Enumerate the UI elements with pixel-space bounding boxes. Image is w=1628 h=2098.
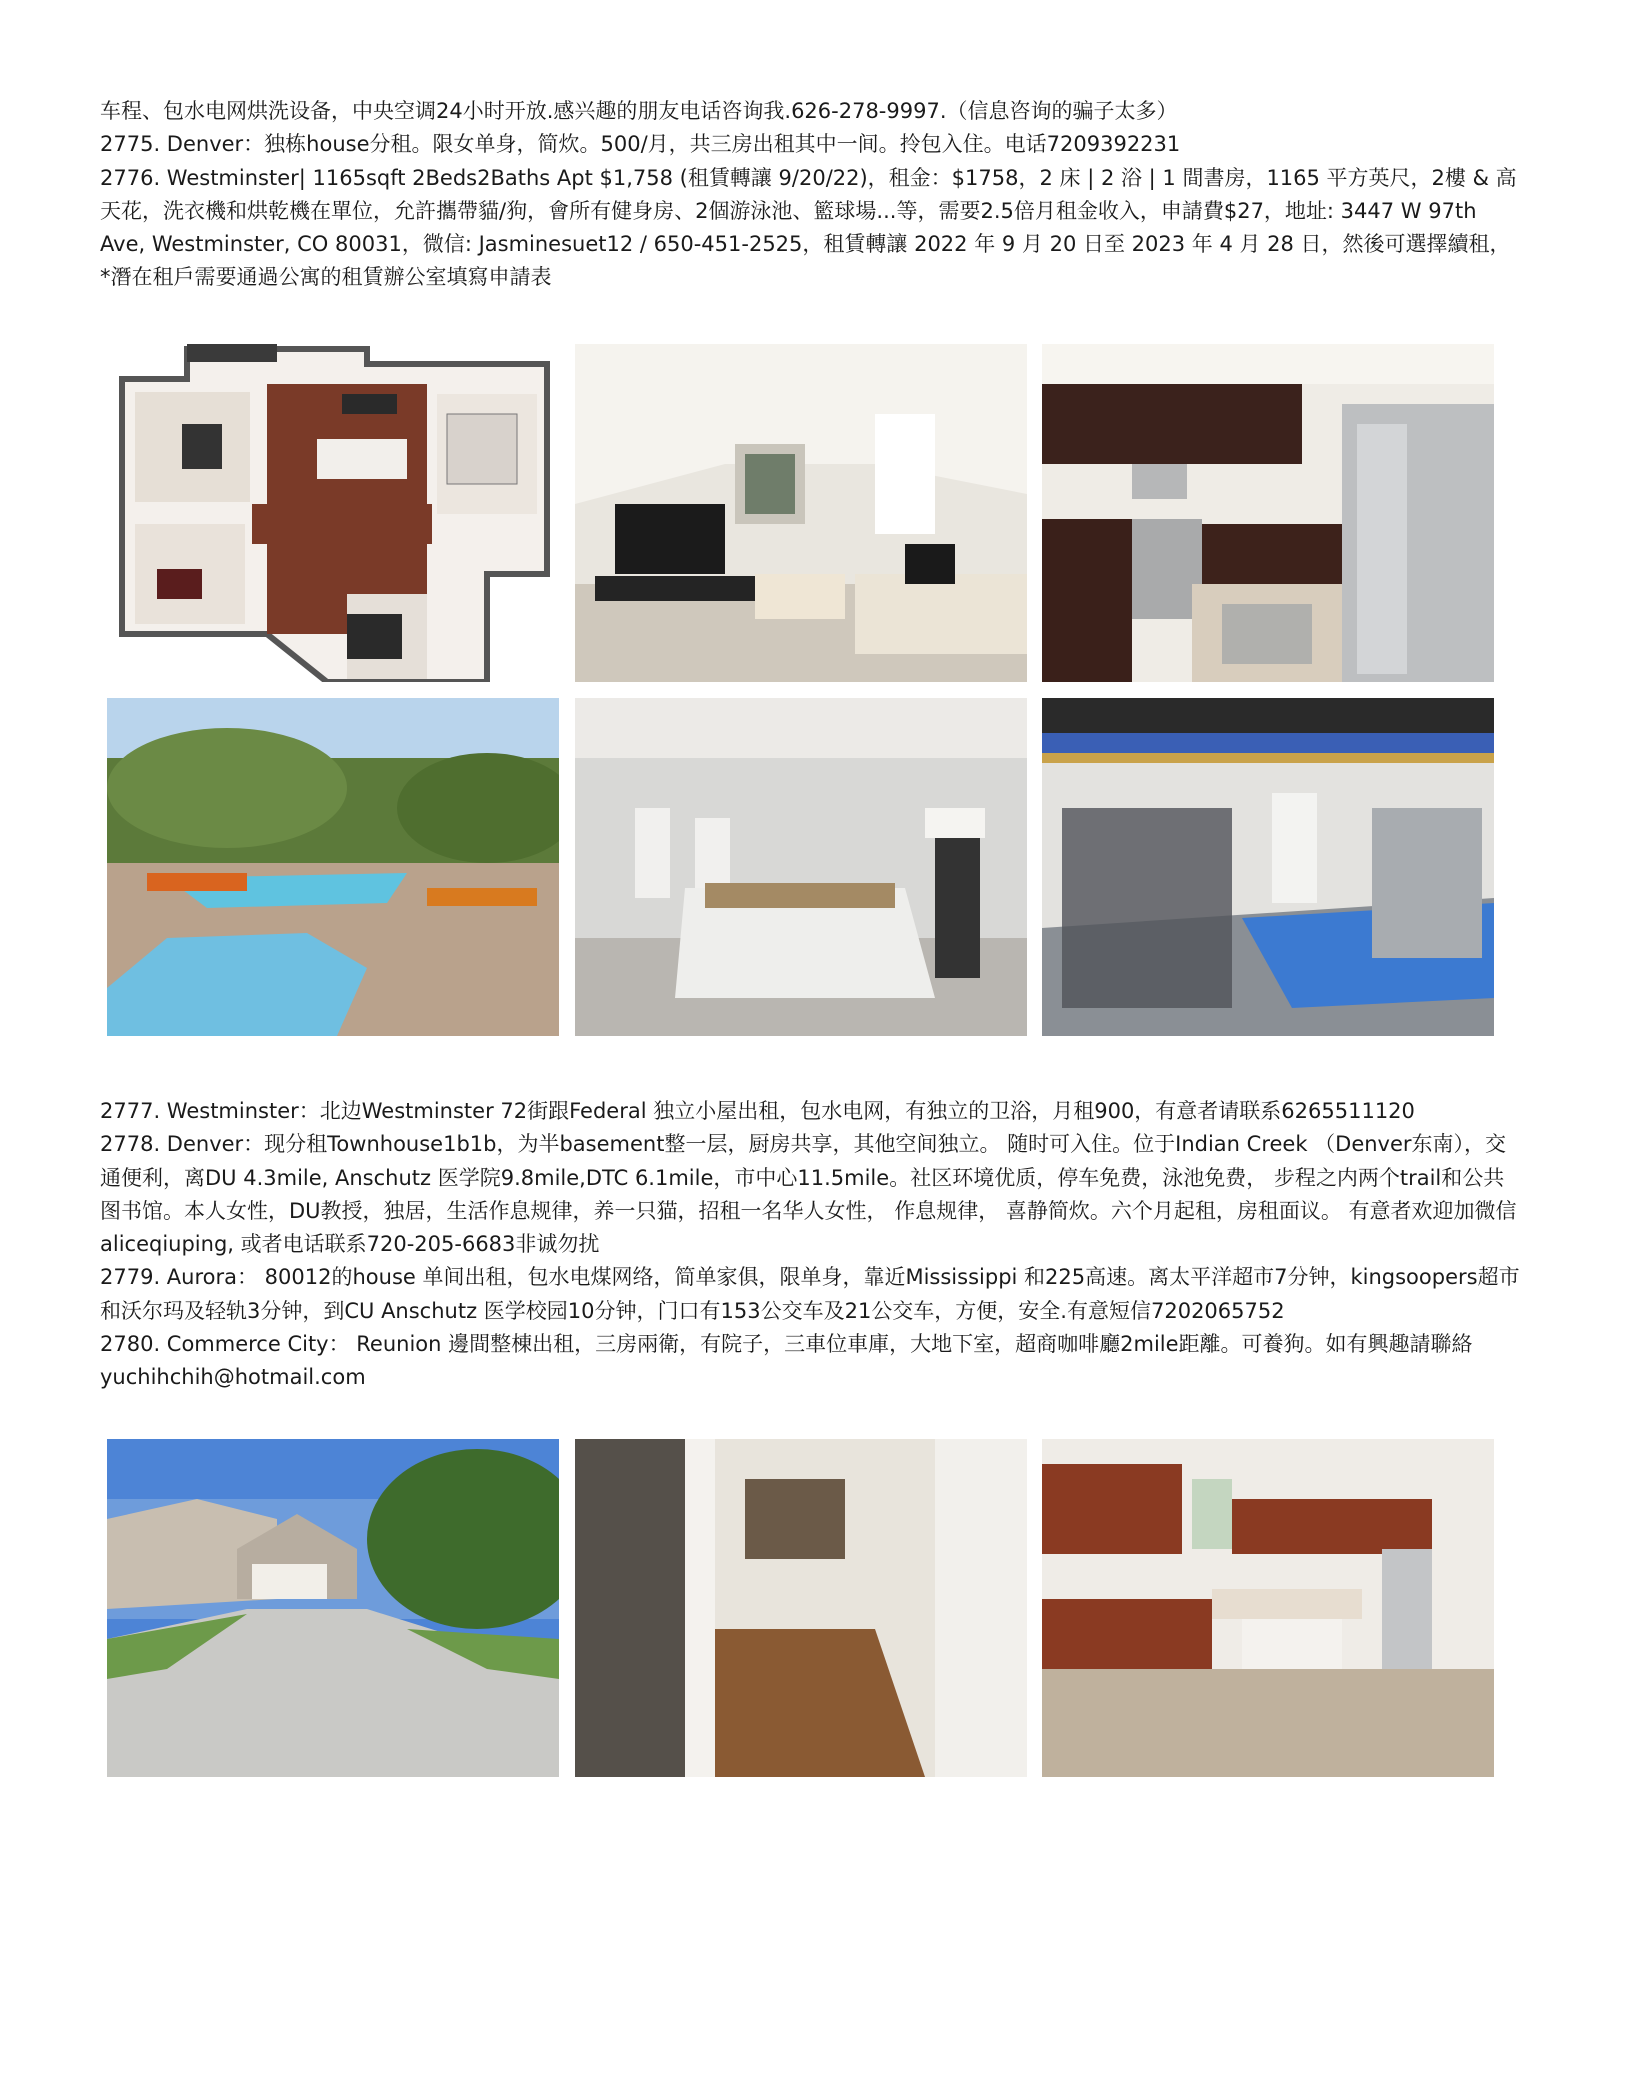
listing-paragraph: 2776. Westminster| 1165sqft 2Beds2Baths Apt $1,758 (租賃轉讓 9/20/22)，租金：$1758，2 床 | 2 浴 | 1 間書房，1165 平方英尺，2樓 & 高天花，洗衣機和烘乾機在單位，允許攜帶貓/狗，會所有健身房、2個游泳池、籃球場...等，需要2.5倍月租金收入，申請費$27，地址: 3447 W 97th Ave, Westminster, CO 80031，微信: Jasminesuet12 / 650-451-2525，租賃轉讓 2022 年 9 月 20 日至 2023 年 4 月 28 日，然後可選擇續租，*潛在租戶需要通過公寓的租賃辦公室填寫申請表: [100, 165, 1517, 290]
bedroom-image: [575, 698, 1027, 1036]
living-room-image: [575, 344, 1027, 682]
listings-text-bottom: [100, 1095, 1520, 1395]
listing-paragraph: 2775. Denver：独栋house分租。限女单身，简炊。500/月，共三房出租其中一间。拎包入住。电话7209392231: [100, 132, 1181, 157]
kitchen-cabinets-image: [1042, 1439, 1494, 1777]
hallway-image: [575, 1439, 1027, 1777]
listing-paragraph: 2779. Aurora： 80012的house 单间出租，包水电煤网络，简单家俱，限单身，靠近Mississippi 和225高速。离太平洋超市7分钟，kingsoopers超市和沃尔玛及轻轨3分钟，到CU Anschutz 医学校园10分钟，门口有153公交车及21公交车，方便，安全.有意短信7202065752: [100, 1265, 1520, 1323]
kitchen-image: [1042, 344, 1494, 682]
listing-paragraph: 2777. Westminster：北边Westminster 72街跟Federal 独立小屋出租，包水电网，有独立的卫浴，月租900，有意者请联系6265511120: [100, 1099, 1415, 1123]
gym-image: [1042, 698, 1494, 1036]
listing-paragraph: 2780. Commerce City： Reunion 邊間整棟出租，三房兩衛，有院子，三車位車庫，大地下室，超商咖啡廳2mile距離。可養狗。如有興趣請聯絡yuchihchih@hotmail.com: [100, 1332, 1473, 1390]
house-exterior-image: [107, 1439, 559, 1777]
listings-text-top: [100, 95, 1520, 295]
listing-paragraph: 2778. Denver：现分租Townhouse1b1b，为半basement整一层，厨房共享，其他空间独立。 随时可入住。位于Indian Creek （Denver东南），交通便利，离DU 4.3mile, Anschutz 医学院9.8mile,DTC 6.1mile，市中心11.5mile。社区环境优质，停车免费，泳池免费， 步程之内两个trail和公共图书馆。本人女性，DU教授，独居，生活作息规律，养一只猫，招租一名华人女性， 作息规律， 喜静简炊。六个月起租，房租面议。 有意者欢迎加微信aliceqiuping, 或者电话联系720-205-6683非诚勿扰: [100, 1132, 1517, 1257]
pool-image: [107, 698, 559, 1036]
floor-plan-image: [107, 344, 559, 682]
listing-paragraph: 车程、包水电网烘洗设备，中央空调24小时开放.感兴趣的朋友电话咨询我.626-278-9997.（信息咨询的骗子太多）: [100, 99, 1178, 123]
